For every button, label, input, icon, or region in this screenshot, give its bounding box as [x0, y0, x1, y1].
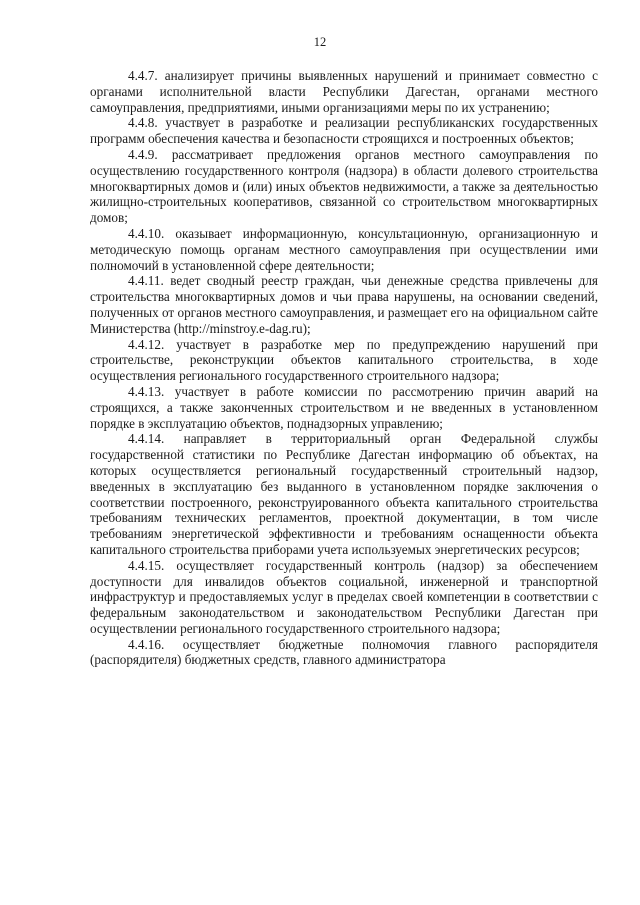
paragraph-4-4-13: 4.4.13. участвует в работе комиссии по рассмотрению причин аварий на строящихся, а также законченных строительством и не введенных в установленном порядке в эксплуатацию объектов, поднадзорных управлению;: [90, 383, 598, 431]
paragraph-4-4-14: 4.4.14. направляет в территориальный орган Федеральной службы государственной статистики по Республике Дагестан информацию об объектах, на которых осуществляется региональный государственный строительный надзор, введенных в эксплуатацию без выданного в установленном порядке заключения о соответствии построенного, реконструированного объекта капитального строительства требованиям технических регламентов, проектной документации, в том числе требованиям энергетической эффективности и требованиям оснащенности объекта капитального строительства приборами учета используемых энергетических ресурсов;: [90, 431, 598, 557]
paragraph-4-4-11: 4.4.11. ведет сводный реестр граждан, чьи денежные средства привлечены для строительства многоквартирных домов и чьи права нарушены, на основании сведений, полученных от органов местного самоуправления, и размещает его на официальном сайте Министерства (http://minstroy.e-dag.ru);: [90, 273, 598, 336]
body-text: [90, 68, 598, 668]
paragraph-4-4-7: 4.4.7. анализирует причины выявленных нарушений и принимает совместно с органами исполнительной власти Республики Дагестан, органами местного самоуправления, предприятиями, иными организациями меры по их устранению;: [90, 68, 598, 115]
paragraph-4-4-15: 4.4.15. осуществляет государственный контроль (надзор) за обеспечением доступности для инвалидов объектов социальной, инженерной и транспортной инфраструктур и предоставляемых услуг в пределах своей компетенции в соответствии с федеральным законодательством и законодательством Республики Дагестан при осуществлении регионального государственного строительного надзора;: [90, 557, 598, 636]
paragraph-4-4-9: 4.4.9. рассматривает предложения органов местного самоуправления по осуществлению государственного контроля (надзора) в области долевого строительства многоквартирных домов и (или) иных объектов недвижимости, а также за деятельностью жилищно-строительных кооперативов, связанной со строительством многоквартирных домов;: [90, 146, 598, 226]
paragraph-4-4-16: 4.4.16. осуществляет бюджетные полномочия главного распорядителя (распорядителя) бюджетных средств, главного администратора: [90, 636, 598, 668]
paragraph-4-4-12: 4.4.12. участвует в разработке мер по предупреждению нарушений при строительстве, реконструкции объектов капитального строительства, в ходе осуществления регионального государственного строительного надзора;: [90, 336, 598, 384]
paragraph-4-4-8: 4.4.8. участвует в разработке и реализации республиканских государственных программ обеспечения качества и безопасности строящихся и построенных объектов;: [90, 115, 598, 147]
paragraph-4-4-10: 4.4.10. оказывает информационную, консультационную, организационную и методическую помощь органам местного самоуправления при осуществлении ими полномочий в установленной сфере деятельности;: [90, 225, 598, 273]
page-number: 12: [313, 35, 327, 49]
